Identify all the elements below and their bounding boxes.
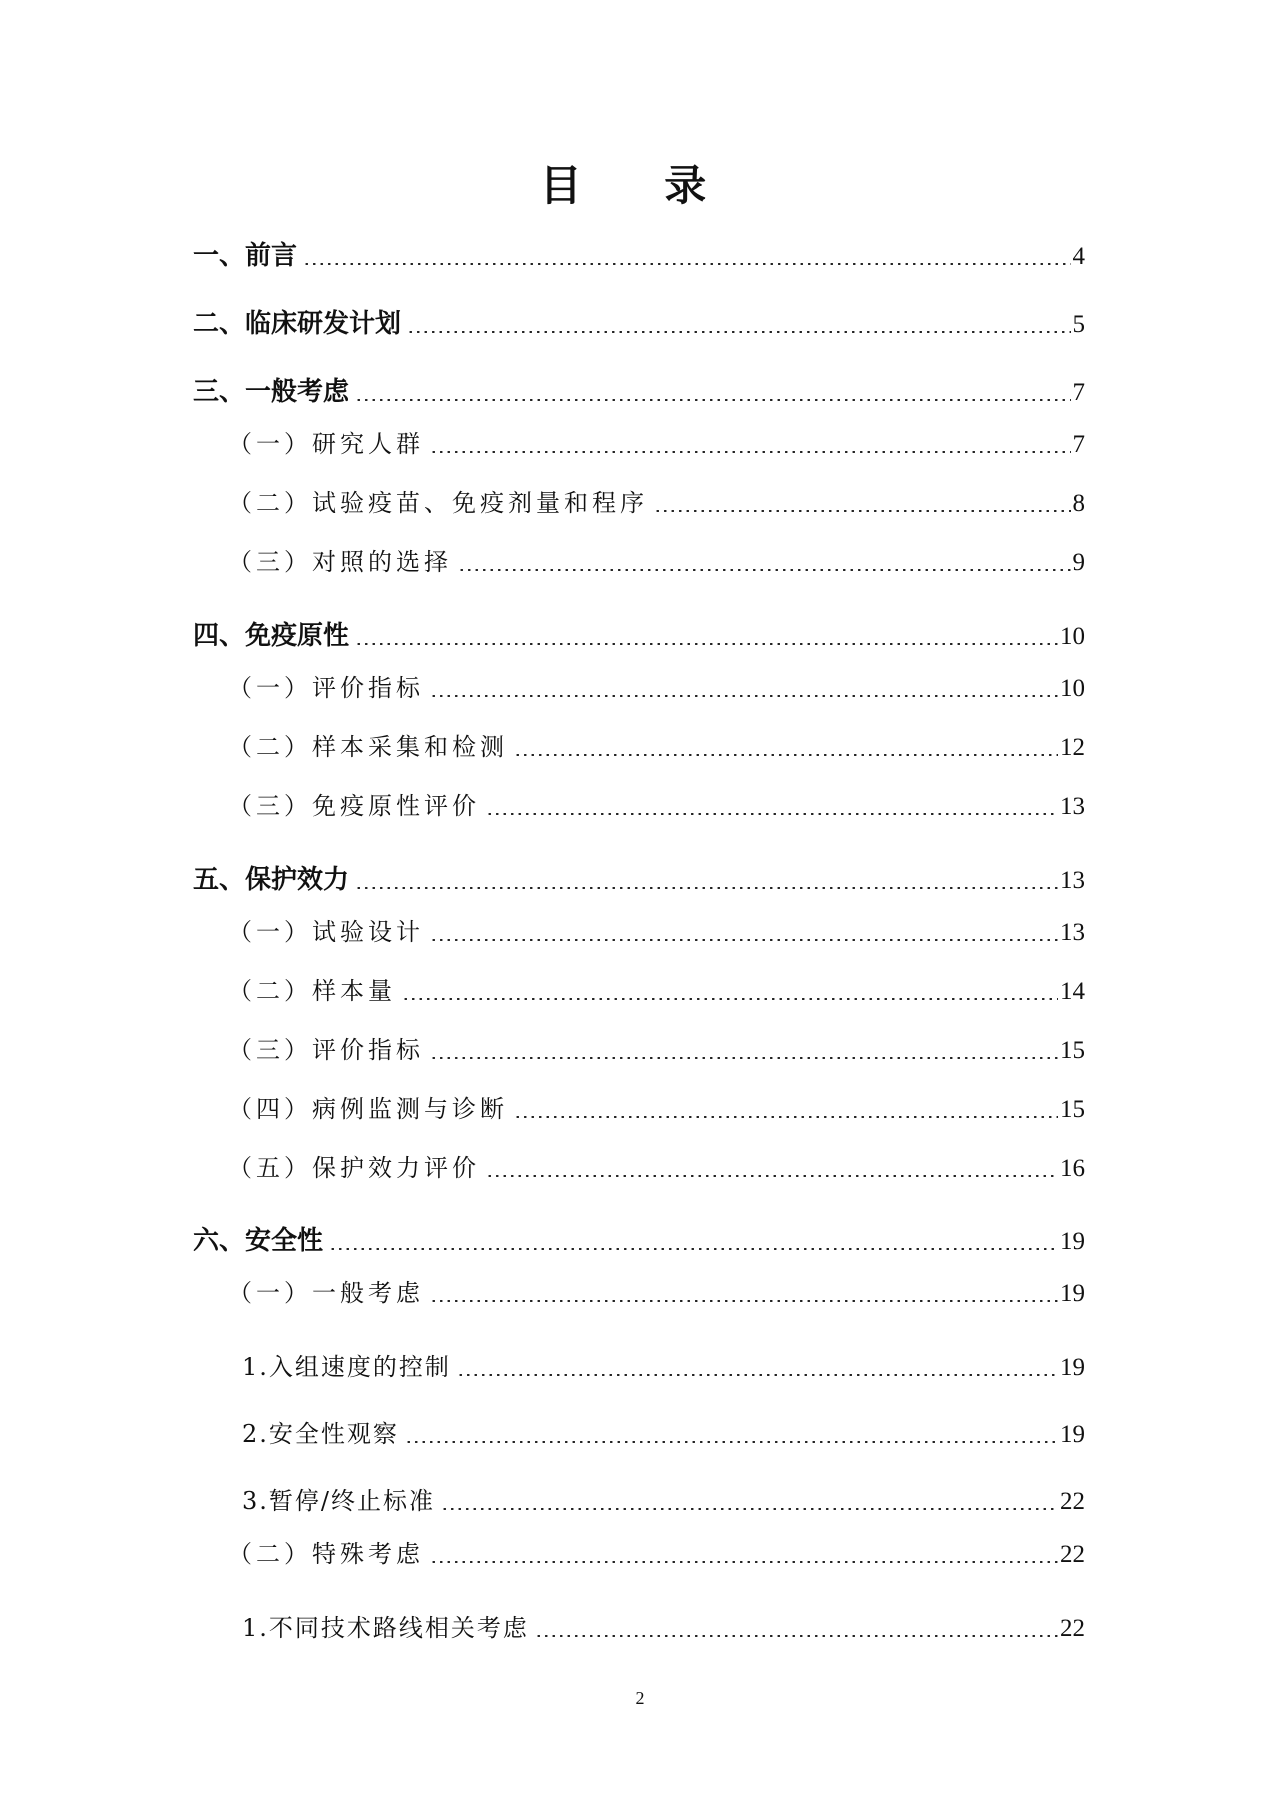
toc-entry-label: （三）评价指标 [228, 1036, 424, 1064]
toc-entry-page-number: 13 [1060, 919, 1085, 946]
dot-leader [441, 1508, 1058, 1510]
toc-section-entry[interactable] [228, 727, 1085, 767]
toc-entry-label: （五）保护效力评价 [228, 1154, 480, 1182]
toc-entry-page-number: 16 [1060, 1155, 1085, 1182]
dot-leader [486, 813, 1058, 815]
toc-entry-label: 1.不同技术路线相关考虑 [242, 1614, 529, 1642]
dot-leader [430, 1561, 1058, 1563]
dot-leader [402, 998, 1058, 1000]
page-number: 2 [635, 1688, 645, 1708]
toc-entry-page-number: 19 [1060, 1354, 1085, 1381]
toc-chapter-entry[interactable] [193, 372, 1085, 412]
toc-entry-page-number: 12 [1060, 734, 1085, 761]
dot-leader [405, 1441, 1058, 1443]
toc-entry-page-number: 15 [1060, 1096, 1085, 1123]
toc-entry-page-number: 22 [1060, 1488, 1085, 1515]
toc-section-entry[interactable] [228, 668, 1085, 708]
toc-section-entry[interactable] [228, 971, 1085, 1011]
dot-leader [430, 1300, 1058, 1302]
toc-entry-label: （一）研究人群 [228, 430, 424, 458]
toc-entry-page-number: 22 [1060, 1615, 1085, 1642]
dot-leader [430, 451, 1071, 453]
dot-leader [535, 1635, 1058, 1637]
toc-section-entry[interactable] [228, 1089, 1085, 1129]
toc-entry-label: 五、保护效力 [193, 865, 350, 895]
toc-subsection-entry[interactable] [242, 1414, 1085, 1454]
toc-title: 目 录 [539, 161, 741, 210]
toc-entry-page-number: 13 [1060, 793, 1085, 820]
toc-entry-label: （二）样本采集和检测 [228, 733, 508, 761]
toc-entry-label: （一）评价指标 [228, 674, 424, 702]
toc-entry-page-number: 5 [1072, 311, 1085, 338]
toc-entry-page-number: 13 [1060, 867, 1085, 894]
toc-section-entry[interactable] [228, 912, 1085, 952]
toc-entry-label: 六、安全性 [193, 1226, 324, 1256]
dot-leader [355, 643, 1058, 645]
dot-leader [355, 399, 1070, 401]
toc-entry-label: 2.安全性观察 [242, 1420, 399, 1448]
toc-entry-page-number: 19 [1060, 1421, 1085, 1448]
toc-entry-label: （二）样本量 [228, 977, 396, 1005]
toc-chapter-entry[interactable] [193, 236, 1085, 276]
dot-leader [430, 1057, 1058, 1059]
toc-entry-label: （一）一般考虑 [228, 1279, 424, 1307]
toc-subsection-entry[interactable] [242, 1481, 1085, 1521]
dot-leader [514, 754, 1058, 756]
dot-leader [458, 569, 1071, 571]
toc-chapter-entry[interactable] [193, 1221, 1085, 1261]
dot-leader [407, 331, 1070, 333]
toc-entry-page-number: 8 [1072, 490, 1085, 517]
toc-entry-label: 1.入组速度的控制 [242, 1353, 451, 1381]
toc-entry-page-number: 10 [1060, 675, 1085, 702]
toc-entry-page-number: 4 [1072, 243, 1085, 270]
toc-entry-page-number: 9 [1072, 549, 1085, 576]
toc-entry-page-number: 7 [1072, 379, 1085, 406]
toc-subsection-entry[interactable] [242, 1608, 1085, 1648]
dot-leader [430, 695, 1058, 697]
dot-leader [654, 510, 1071, 512]
toc-entry-page-number: 19 [1060, 1280, 1085, 1307]
toc-chapter-entry[interactable] [193, 616, 1085, 656]
toc-entry-label: （三）免疫原性评价 [228, 792, 480, 820]
toc-section-entry[interactable] [228, 1030, 1085, 1070]
toc-entry-label: （三）对照的选择 [228, 548, 452, 576]
toc-entry-label: （二）试验疫苗、免疫剂量和程序 [228, 489, 648, 517]
toc-entry-label: （一）试验设计 [228, 918, 424, 946]
toc-entry-page-number: 14 [1060, 978, 1085, 1005]
dot-leader [430, 939, 1058, 941]
toc-section-entry[interactable] [228, 483, 1085, 523]
toc-entry-label: （四）病例监测与诊断 [228, 1095, 508, 1123]
dot-leader [457, 1374, 1058, 1376]
dot-leader [329, 1248, 1058, 1250]
dot-leader [514, 1116, 1058, 1118]
toc-entry-page-number: 19 [1060, 1228, 1085, 1255]
toc-entry-label: 3.暂停/终止标准 [242, 1487, 435, 1515]
toc-entry-label: 四、免疫原性 [193, 621, 350, 651]
toc-entry-page-number: 22 [1060, 1541, 1085, 1568]
toc-chapter-entry[interactable] [193, 304, 1085, 344]
toc-entry-label: 二、临床研发计划 [193, 309, 402, 339]
toc-entry-page-number: 15 [1060, 1037, 1085, 1064]
toc-entry-page-number: 10 [1060, 623, 1085, 650]
toc-entry-label: 一、前言 [193, 241, 298, 271]
toc-section-entry[interactable] [228, 1148, 1085, 1188]
dot-leader [486, 1175, 1058, 1177]
toc-section-entry[interactable] [228, 424, 1085, 464]
dot-leader [303, 263, 1070, 265]
toc-entry-label: （二）特殊考虑 [228, 1540, 424, 1568]
toc-chapter-entry[interactable] [193, 860, 1085, 900]
toc-section-entry[interactable] [228, 786, 1085, 826]
toc-section-entry[interactable] [228, 542, 1085, 582]
toc-entry-page-number: 7 [1072, 431, 1085, 458]
toc-entry-label: 三、一般考虑 [193, 377, 350, 407]
toc-section-entry[interactable] [228, 1273, 1085, 1313]
dot-leader [355, 887, 1058, 889]
toc-subsection-entry[interactable] [242, 1347, 1085, 1387]
toc-section-entry[interactable] [228, 1534, 1085, 1574]
